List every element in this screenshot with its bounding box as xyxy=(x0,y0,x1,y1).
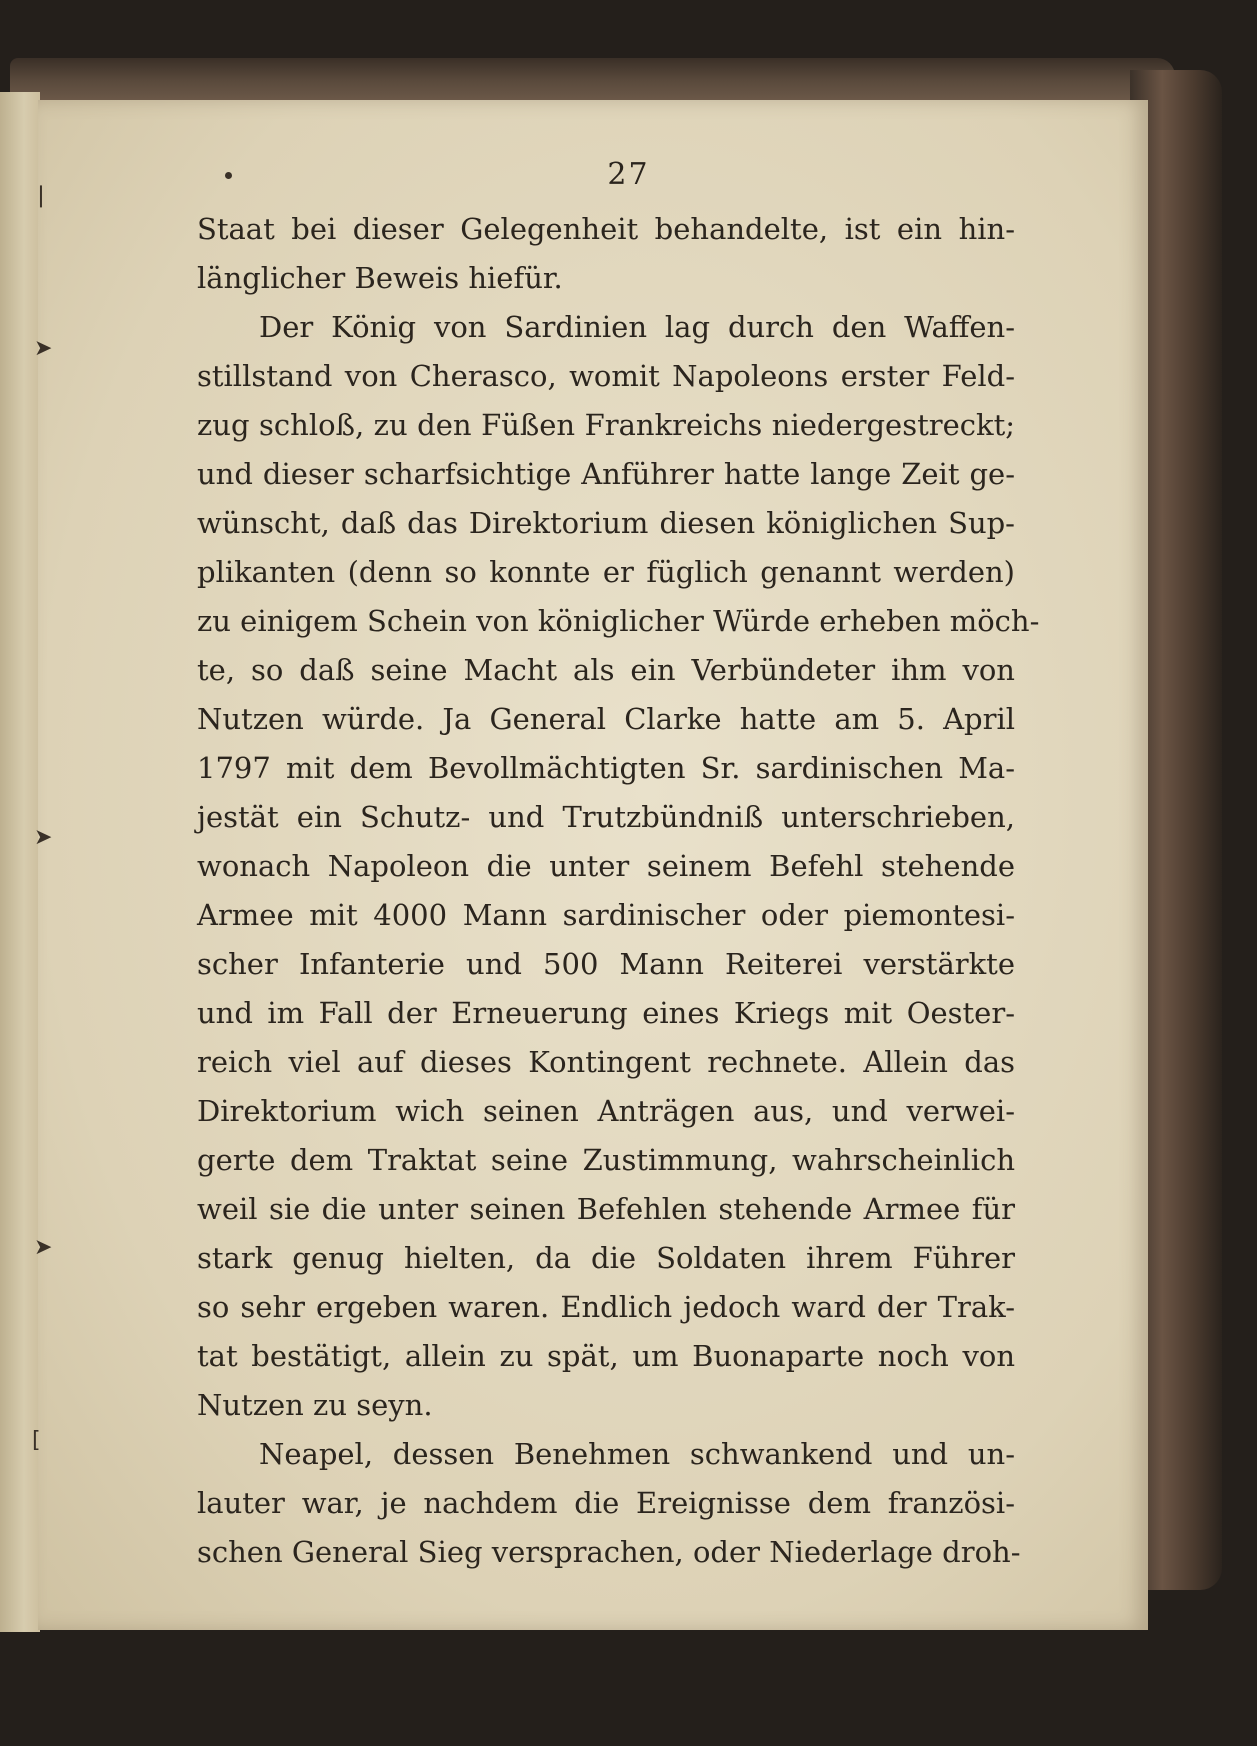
text-line: und dieser scharfsichtige Anführer hatte lange Zeit ge- xyxy=(197,457,1015,491)
text-line: Staat bei dieser Gelegenheit behandelte, ist ein hin- xyxy=(197,212,1015,246)
text-line: Armee mit 4000 Mann sardinischer oder piemontesi- xyxy=(197,898,1015,932)
text-line: Der König von Sardinien lag durch den Waffen- xyxy=(259,310,1015,344)
text-line: stark genug hielten, da die Soldaten ihrem Führer xyxy=(197,1241,1015,1275)
text-line: reich viel auf dieses Kontingent rechnete. Allein das xyxy=(197,1045,1015,1079)
text-line: tat bestätigt, allein zu spät, um Buonaparte noch von xyxy=(197,1339,1015,1373)
text-line: länglicher Beweis hiefür. xyxy=(197,261,563,295)
margin-bracket-mark: [ xyxy=(32,1428,41,1453)
text-line: Neapel, dessen Benehmen schwankend und un- xyxy=(259,1437,1015,1471)
page-number: 27 xyxy=(607,157,650,192)
facing-page-edge xyxy=(0,92,40,1632)
text-line: gerte dem Traktat seine Zustimmung, wahrscheinlich xyxy=(197,1143,1015,1177)
text-line: Direktorium wich seinen Anträgen aus, und verwei- xyxy=(197,1094,1015,1128)
book-cover-top xyxy=(10,58,1175,100)
margin-arrow-mark: ➤ xyxy=(34,336,53,361)
text-line: weil sie die unter seinen Befehlen stehende Armee für xyxy=(197,1192,1015,1226)
text-line: 1797 mit dem Bevollmächtigten Sr. sardinischen Ma- xyxy=(197,751,1015,785)
text-line: plikanten (denn so konnte er füglich genannt werden) xyxy=(197,555,1015,589)
text-line: wünscht, daß das Direktorium diesen königlichen Sup- xyxy=(197,506,1015,540)
body-text xyxy=(197,205,1040,1577)
text-line: Nutzen würde. Ja General Clarke hatte am 5. April xyxy=(197,702,1015,736)
text-line: stillstand von Cherasco, womit Napoleons erster Feld- xyxy=(197,359,1015,393)
text-line: zug schloß, zu den Füßen Frankreichs niedergestreckt; xyxy=(197,408,1015,442)
text-line: so sehr ergeben waren. Endlich jedoch ward der Trak- xyxy=(197,1290,1015,1324)
margin-arrow-mark: ➤ xyxy=(34,825,53,850)
margin-tick-mark: ⎸ xyxy=(40,184,63,209)
text-line: schen General Sieg versprachen, oder Niederlage droh- xyxy=(197,1535,1021,1569)
text-line: wonach Napoleon die unter seinem Befehl stehende xyxy=(197,849,1015,883)
text-line: zu einigem Schein von königlicher Würde erheben möch- xyxy=(197,604,1040,638)
text-line: jestät ein Schutz- und Trutzbündniß unterschrieben, xyxy=(197,800,1015,834)
text-line: Nutzen zu seyn. xyxy=(197,1388,433,1422)
text-line: te, so daß seine Macht als ein Verbündeter ihm von xyxy=(197,653,1015,687)
text-line: scher Infanterie und 500 Mann Reiterei verstärkte xyxy=(197,947,1015,981)
text-line: lauter war, je nachdem die Ereignisse dem französi- xyxy=(197,1486,1015,1520)
text-line: und im Fall der Erneuerung eines Kriegs mit Oester- xyxy=(197,996,1015,1030)
margin-arrow-mark: ➤ xyxy=(34,1235,53,1260)
